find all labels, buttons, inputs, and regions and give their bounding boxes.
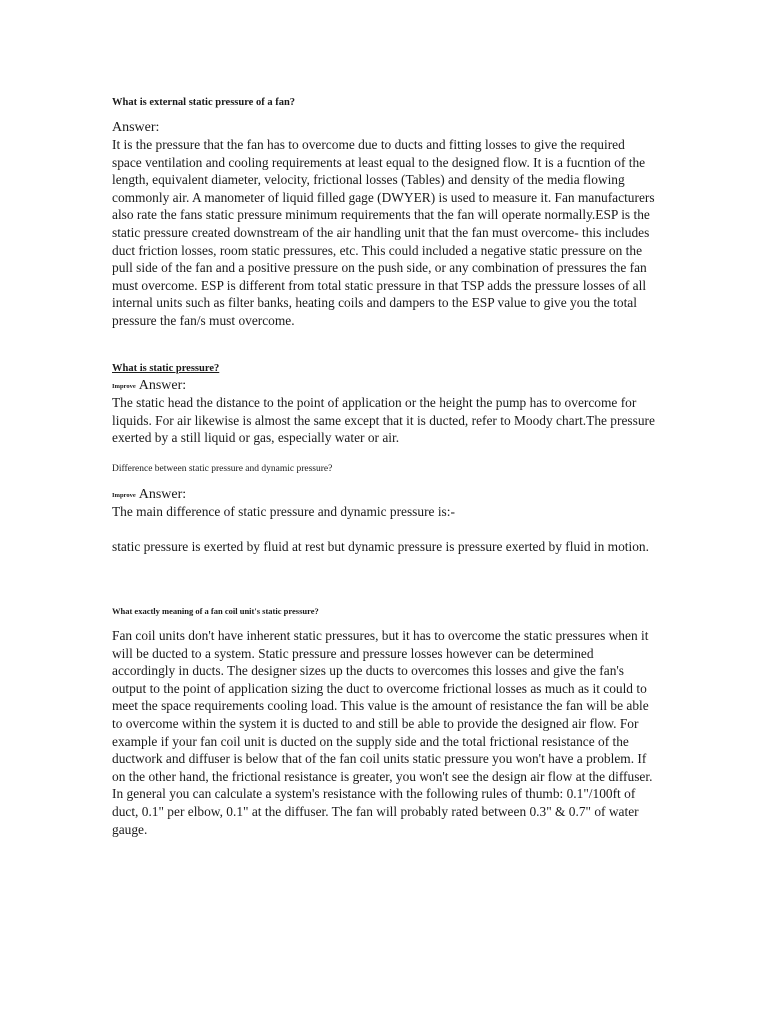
- answer-3-text-2: static pressure is exerted by fluid at rest but dynamic pressure is pressure exerted by fluid in motion.: [112, 539, 649, 554]
- question-1-title: What is external static pressure of a fan?: [112, 97, 296, 108]
- answer-4-text: Fan coil units don't have inherent static pressures, but it has to overcome the static pressures when it will be ducted to a system. Static pressure and pressure losses however can be determined accordingly in ducts. The designer sizes up the ducts to overcomes this losses and give the fan's output to the point of application sizing the duct to overcome frictional losses as much as it could to meet the space requirements cooling load. This value is the amount of resistance the fan will be able to overcome within the system it is ducted to and still be able to provide the designed air flow. For example if your fan coil unit is ducted on the supply side and the total frictional resistance of the ductwork and diffuser is below that of the fan coil units static pressure you won't have a problem. If on the other hand, the frictional resistance is greater, you won't see the design air flow at the diffuser. In general you can calculate a system's resistance with the following rules of thumb: 0.1"/100ft of duct, 0.1" per elbow, 0.1" at the diffuser. The fan will probably rated between 0.3" & 0.7" of water gauge.: [112, 628, 653, 837]
- answer-1-label: Answer:: [112, 120, 160, 135]
- answer-2-label: Answer:: [138, 378, 187, 393]
- question-3-title: Difference between static pressure and dynamic pressure?: [112, 464, 333, 474]
- answer-2-text: The static head the distance to the point of application or the height the pump has to overcome for liquids. For air likewise is almost the same except that it is ducted, refer to Moody chart.The pressure exerted by a still liquid or gas, especially water or air.: [112, 395, 655, 446]
- question-4-title: What exactly meaning of a fan coil unit's static pressure?: [112, 606, 319, 616]
- answer-1-text: It is the pressure that the fan has to overcome due to ducts and fitting losses to give the required space ventilation and cooling requirements at least equal to the designed flow. It is a fucntion of the length, equivalent diameter, velocity, frictional losses (Tables) and density of the media flowing commonly air. A manometer of liquid filled gage (DWYER) is used to measure it. Fan manufacturers also rate the fans static pressure minimum requirements that the fan will operate normally.ESP is the static pressure created downstream of the air handling unit that the fan must overcome- this includes duct friction losses, room static pressures, etc. This could included a negative static pressure on the pull side of the fan and a positive pressure on the push side, or any combination of pressures the fan must overcome. ESP is different from total static pressure in that TSP adds the pressure losses of all internal units such as filter banks, heating coils and dampers to the ESP value to give you the total pressure the fan/s must overcome.: [112, 137, 655, 328]
- answer-3-label: Answer:: [138, 487, 187, 502]
- improve-link[interactable]: Improve: [112, 492, 136, 499]
- answer-3-text: The main difference of static pressure and dynamic pressure is:-: [112, 504, 455, 519]
- answer-2-header: [112, 377, 657, 395]
- answer-3-header: [112, 486, 657, 504]
- question-2-title[interactable]: What is static pressure?: [112, 363, 220, 374]
- improve-link[interactable]: Improve: [112, 383, 136, 390]
